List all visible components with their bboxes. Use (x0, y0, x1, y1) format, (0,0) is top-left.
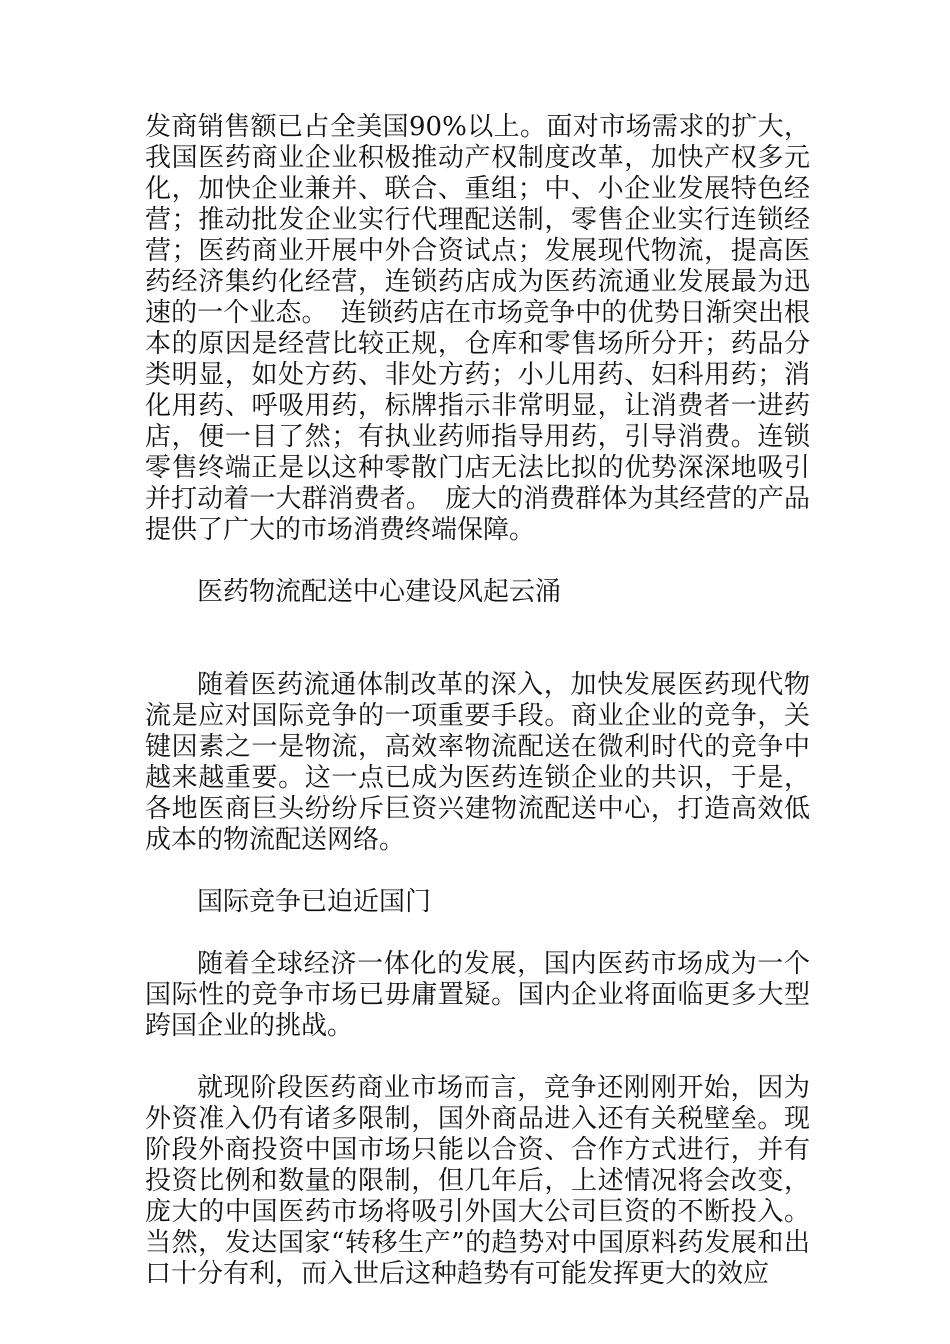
section-heading-international: 国际竞争已迫近国门 (197, 887, 432, 917)
section-heading-logistics: 医药物流配送中心建设风起云涌 (197, 577, 562, 607)
paragraph-spacer (145, 918, 810, 949)
paragraph-spacer (145, 608, 810, 670)
paragraph-logistics: 随着医药流通体制改革的深入，加快发展医药现代物流是应对国际竞争的一项重要手段。商业企业的竞争，关键因素之一是物流，高效率物流配送在微利时代的竞争中越来越重要。这一点已成为医药连锁企业的共识，于是，各地医商巨头纷纷斥巨资兴建物流配送中心，打造高效低成本的物流配送网络。 (145, 670, 810, 855)
paragraph-spacer (145, 856, 810, 887)
document-page (145, 112, 810, 1290)
paragraph-spacer (145, 546, 810, 577)
paragraph-current-stage: 就现阶段医药商业市场而言，竞争还刚刚开始，因为外资准入仍有诸多限制，国外商品进入还有关税壁垒。现阶段外商投资中国市场只能以合资、合作方式进行，并有投资比例和数量的限制，但几年后，上述情况将会改变，庞大的中国医药市场将吸引外国大公司巨资的不断投入。当然，发达国家“转移生产”的趋势对中国原料药发展和出口十分有利，而入世后这种趋势有可能发挥更大的效应 (145, 1073, 810, 1289)
paragraph-spacer (145, 1042, 810, 1073)
paragraph-globalization: 随着全球经济一体化的发展，国内医药市场成为一个国际性的竞争市场已毋庸置疑。国内企业将面临更多大型跨国企业的挑战。 (145, 949, 810, 1041)
paragraph-chain-pharmacy: 发商销售额已占全美国90%以上。面对市场需求的扩大，我国医药商业企业积极推动产权制度改革，加快产权多元化，加快企业兼并、联合、重组；中、小企业发展特色经营；推动批发企业实行代理配送制，零售企业实行连锁经营；医药商业开展中外合资试点；发展现代物流，提高医药经济集约化经营，连锁药店成为医药流通业发展最为迅速的一个业态。 连锁药店在市场竞争中的优势日渐突出根本的原因是经营比较正规，仓库和零售场所分开；药品分类明显，如处方药、非处方药；小儿用药、妇科用药；消化用药、呼吸用药，标牌指示非常明显，让消费者一进药店，便一目了然；有执业药师指导用药，引导消费。连锁零售终端正是以这种零散门店无法比拟的优势深深地吸引并打动着一大群消费者。 庞大的消费群体为其经营的产品提供了广大的市场消费终端保障。 (145, 112, 810, 545)
